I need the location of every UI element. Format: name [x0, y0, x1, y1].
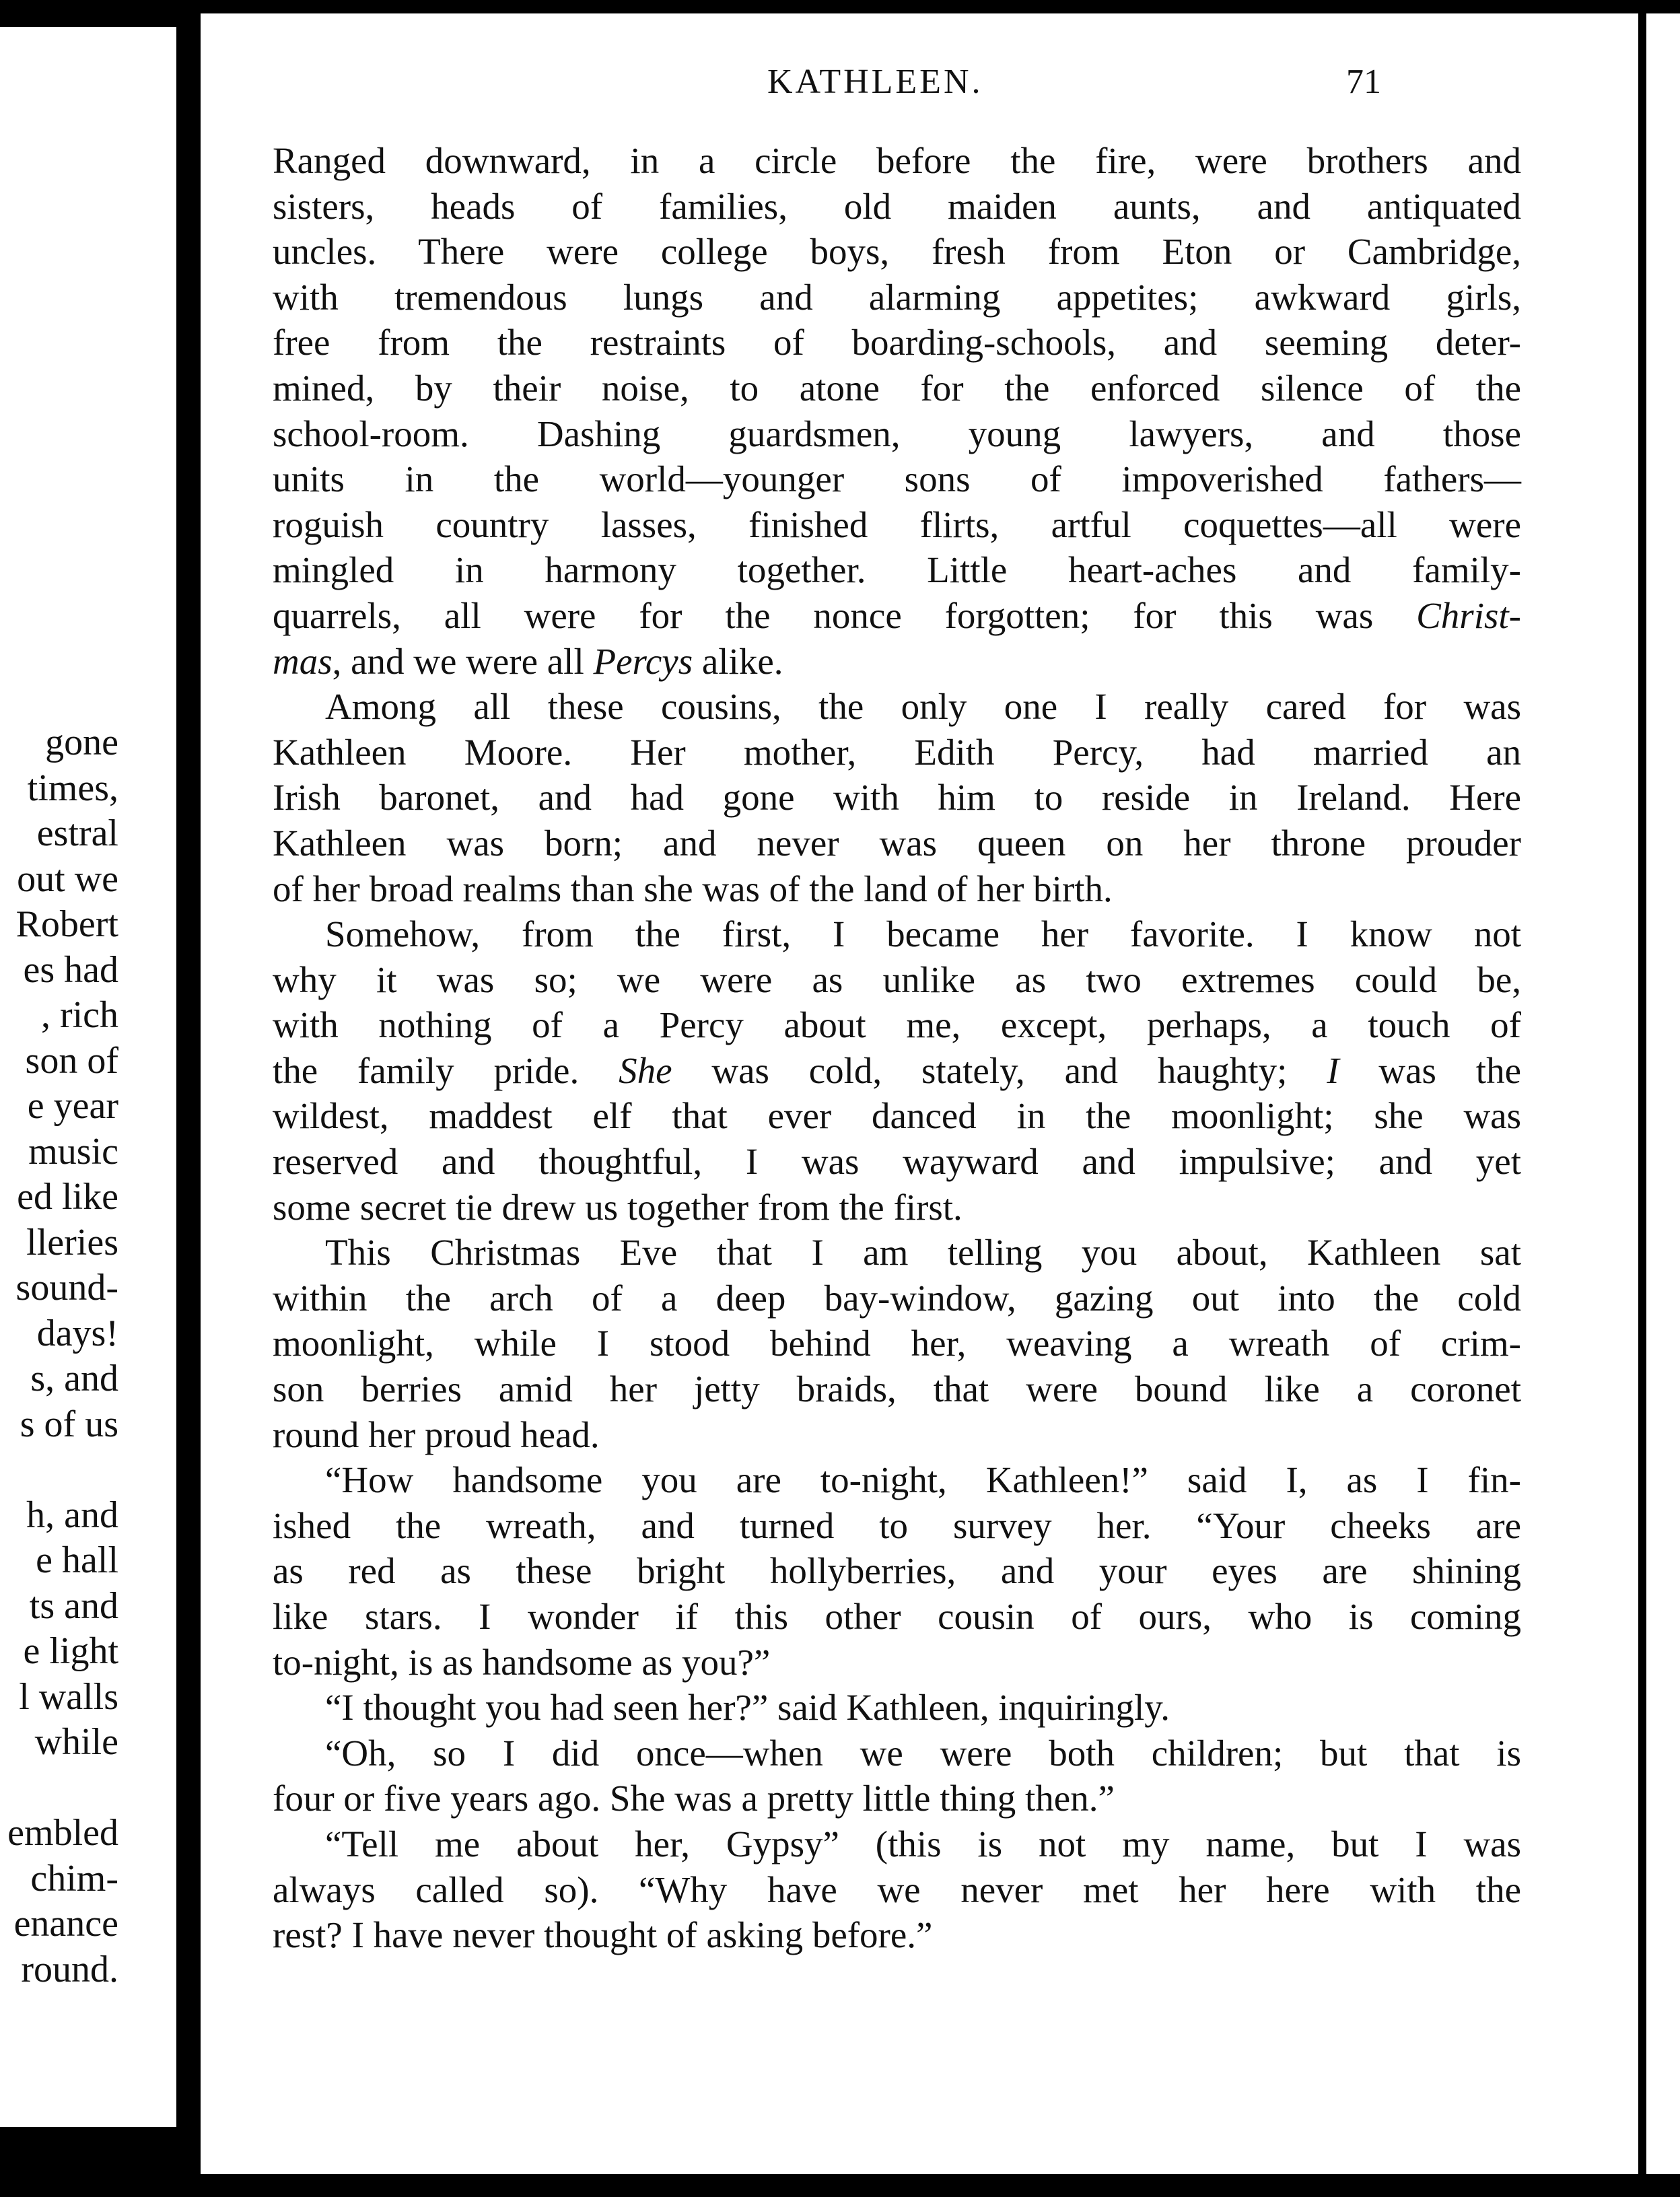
fragment-line: es had: [23, 948, 118, 991]
text-line: free from the restraints of boarding-schools, and seeming deter-: [273, 322, 1521, 363]
text-line: Ranged downward, in a circle before the fire, were brothers and: [273, 140, 1521, 181]
text-line: [273, 639, 1521, 685]
body-text: [273, 138, 1521, 1958]
text-line: of her broad realms than she was of the land of her birth.: [273, 868, 1113, 909]
text-line: wildest, maddest elf that ever danced in the moonlight; she was: [273, 1095, 1521, 1137]
text-line: [273, 593, 1521, 639]
text-line: Irish baronet, and had gone with him to reside in Ireland. Here: [273, 777, 1521, 818]
text-line: Kathleen Moore. Her mother, Edith Percy, had married an: [273, 731, 1521, 773]
fragment-line: music: [28, 1130, 118, 1173]
paragraph: [273, 1685, 1521, 1731]
fragment-line: son of: [25, 1039, 118, 1082]
text-line: within the arch of a deep bay-window, gazing out into the cold: [273, 1277, 1521, 1319]
running-head: [538, 62, 1413, 116]
text-line: son berries amid her jetty braids, that were bound like a coronet: [273, 1368, 1521, 1410]
fragment-line: chim-: [30, 1857, 118, 1899]
page-number: 71: [1346, 63, 1381, 101]
paragraph: [273, 684, 1521, 911]
text-line: always called so). “Why have we never met her here with the: [273, 1869, 1521, 1910]
italic-word: Percys: [593, 640, 693, 682]
text-line: some secret tie drew us together from the first.: [273, 1186, 963, 1228]
fragment-line: h, and: [26, 1494, 118, 1536]
text-line: Somehow, from the first, I became her favorite. I know not: [325, 913, 1521, 955]
text-line: moonlight, while I stood behind her, weaving a wreath of crim-: [273, 1323, 1521, 1364]
text-line: why it was so; we were as unlike as two extremes could be,: [273, 958, 1521, 1000]
book-gutter: [176, 13, 201, 2167]
fragment-line: e hall: [36, 1539, 118, 1581]
fragment-line: estral: [36, 812, 118, 854]
text-line: like stars. I wonder if this other cousin of ours, who is coming: [273, 1596, 1521, 1637]
text-line: “How handsome you are to-night, Kathleen!” said I, as I fin-: [325, 1459, 1521, 1501]
text-line: sisters, heads of families, old maiden aunts, and antiquated: [273, 185, 1521, 227]
paragraph: [273, 1230, 1521, 1457]
text-line: [273, 1048, 1521, 1094]
fragment-line: while: [34, 1721, 118, 1763]
scan-border-right: [1638, 13, 1680, 2197]
text-line: uncles. There were college boys, fresh from Eton or Cambridge,: [273, 231, 1521, 273]
text-line: reserved and thoughtful, I was wayward and impulsive; and yet: [273, 1141, 1521, 1183]
text-line: roguish country lasses, finished flirts, artful coquettes—all were: [273, 503, 1521, 545]
text-run: , and we were all: [332, 640, 594, 682]
text-line: with tremendous lungs and alarming appetites; awkward girls,: [273, 276, 1521, 318]
text-line: ished the wreath, and turned to survey her. “Your cheeks are: [273, 1504, 1521, 1546]
fragment-line: l walls: [19, 1675, 118, 1718]
fragment-line: gone: [45, 722, 118, 763]
fragment-line: s of us: [20, 1403, 118, 1445]
text-run: was cold, stately, and haughty;: [672, 1049, 1327, 1091]
paragraph: [273, 911, 1521, 1230]
fragment-line: enance: [13, 1903, 118, 1945]
fragment-line: sound-: [15, 1267, 118, 1309]
italic-word: I: [1327, 1049, 1339, 1091]
text-line: Among all these cousins, the only one I really cared for was: [325, 686, 1521, 728]
fragment-line: round.: [21, 1948, 118, 1990]
fragment-line: out we: [17, 858, 118, 900]
fragment-gap: [7, 1447, 118, 1493]
text-line: Kathleen was born; and never was queen on her throne prouder: [273, 822, 1521, 864]
text-line: rest? I have never thought of asking before.”: [273, 1914, 933, 1956]
italic-word: mas: [273, 640, 332, 682]
scan-border-bottom: [0, 2174, 1680, 2197]
facing-page-fragment: [0, 27, 176, 2127]
fragment-line: embled: [7, 1812, 118, 1854]
fragment-line: e light: [23, 1630, 118, 1672]
fragment-gap: [7, 1766, 118, 1811]
text-line: to-night, is as handsome as you?”: [273, 1641, 771, 1683]
facing-page-line-ends: [7, 720, 118, 1992]
fragment-line: ts and: [29, 1584, 118, 1627]
text-line: school-room. Dashing guardsmen, young lawyers, and those: [273, 413, 1521, 454]
text-line: “I thought you had seen her?” said Kathleen, inquiringly.: [325, 1687, 1170, 1729]
text-line: units in the world—younger sons of impoverished fathers—: [273, 458, 1521, 500]
text-line: mingled in harmony together. Little heart-aches and family-: [273, 549, 1521, 591]
paragraph: [273, 1821, 1521, 1958]
italic-word: Christ-: [1416, 594, 1521, 636]
text-line: as red as these bright hollyberries, and your eyes are shining: [273, 1550, 1521, 1592]
fragment-line: s, and: [30, 1358, 118, 1399]
italic-word: She: [619, 1049, 672, 1091]
text-run: was the: [1339, 1049, 1521, 1091]
fragment-line: e year: [27, 1085, 118, 1127]
paragraph: [273, 138, 1521, 684]
text-line: four or five years ago. She was a pretty little thing then.”: [273, 1778, 1115, 1819]
text-line: “Oh, so I did once—when we were both children; but that is: [325, 1732, 1521, 1774]
paragraph: [273, 1731, 1521, 1821]
paragraph: [273, 1457, 1521, 1685]
text-run: alike.: [693, 640, 783, 682]
running-title: KATHLEEN.: [767, 63, 983, 101]
text-line: mined, by their noise, to atone for the enforced silence of the: [273, 367, 1521, 409]
fragment-line: lleries: [26, 1221, 118, 1263]
text-run: quarrels, all were for the nonce forgotten; for this was: [273, 594, 1417, 636]
fragment-line: ed like: [17, 1176, 118, 1218]
text-line: round her proud head.: [273, 1414, 600, 1455]
text-run: the family pride.: [273, 1049, 619, 1091]
fragment-line: , rich: [40, 994, 118, 1036]
text-line: with nothing of a Percy about me, except, perhaps, a touch of: [273, 1004, 1521, 1046]
fragment-line: Robert: [15, 903, 118, 945]
scan-border-top: [0, 0, 1680, 13]
text-line: “Tell me about her, Gypsy” (this is not my name, but I was: [325, 1823, 1521, 1864]
fragment-line: times,: [27, 767, 118, 809]
fragment-line: days!: [36, 1312, 118, 1354]
text-line: This Christmas Eve that I am telling you about, Kathleen sat: [325, 1232, 1521, 1274]
